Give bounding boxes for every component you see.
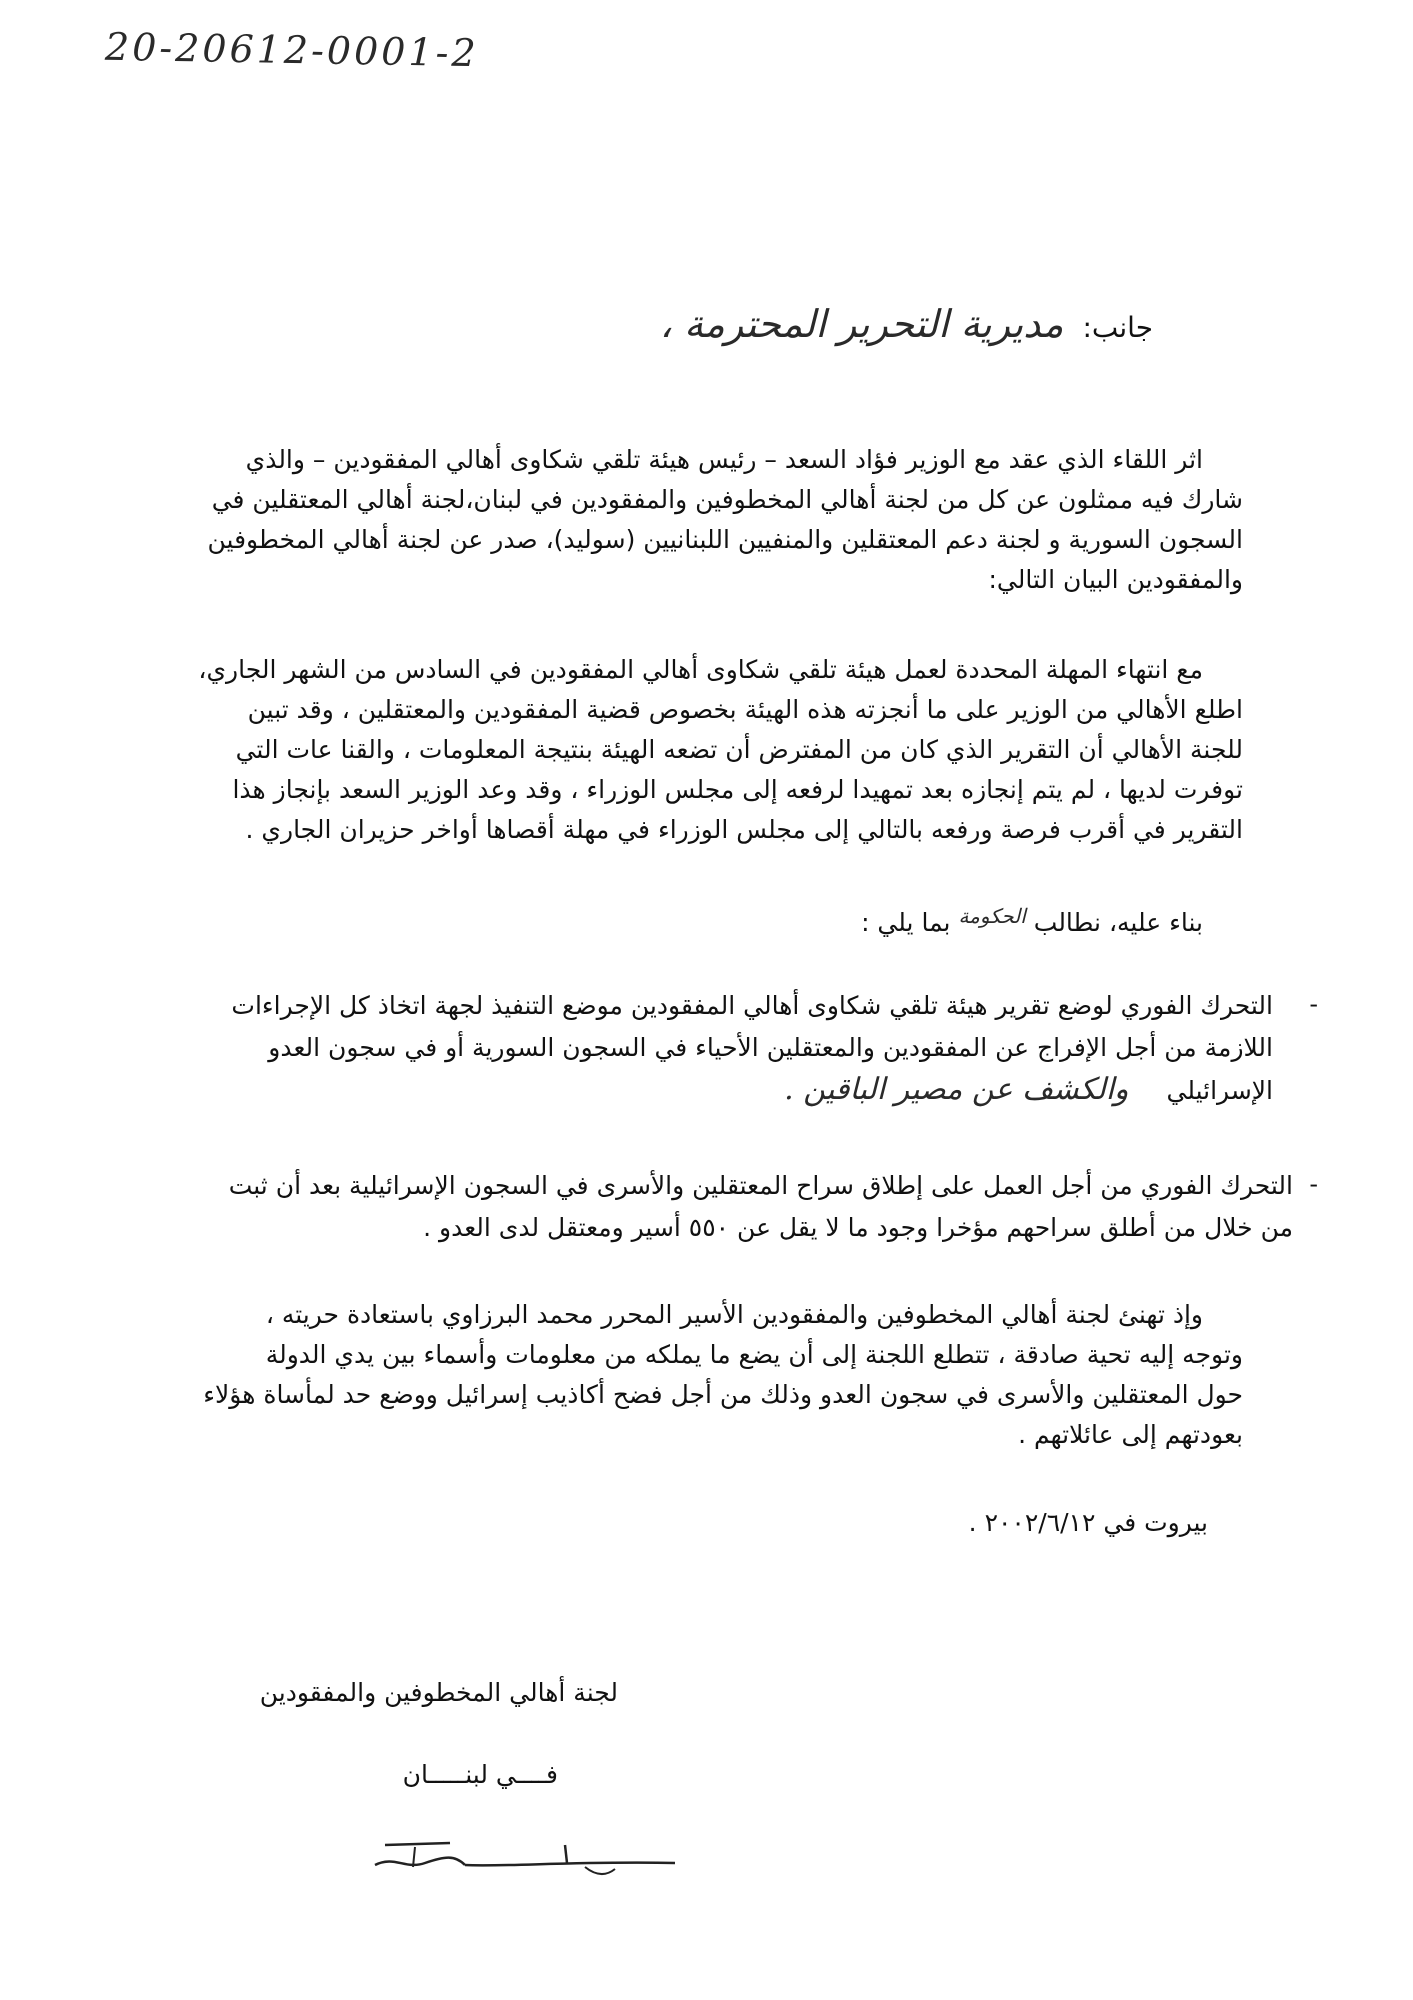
closing-line: بعودتهم إلى عائلاتهم . [1018, 1420, 1243, 1449]
demand-line [143, 1069, 1273, 1112]
demands-intro [303, 904, 1203, 937]
demand-2 [143, 1165, 1293, 1249]
demand-1-handwritten-addition: والكشف عن مصير الباقين . [784, 1072, 1129, 1107]
demand-1-marker: - [1309, 990, 1318, 1018]
demand-line: التحرك الفوري لوضع تقرير هيئة تلقي شكاوى أهالي المفقودين موضع التنفيذ لجهة اتخاذ كل الإجراءات [231, 991, 1273, 1020]
intro-line: السجون السورية و لجنة دعم المعتقلين والمنفيين اللبنانيين (سوليد)، صدر عن لجنة أهالي المخطوفين [207, 525, 1243, 554]
salutation-prefix: جانب: [1082, 311, 1153, 344]
closing-line: وإذ تهنئ لجنة أهالي المخطوفين والمفقودين الأسير المحرر محمد البرزاوي باستعادة حريته ، [265, 1300, 1203, 1329]
body-line: للجنة الأهالي أن التقرير الذي كان من المفترض أن تضعه الهيئة بنتيجة المعلومات ، والقنا عات التي [235, 735, 1243, 764]
intro-line: اثر اللقاء الذي عقد مع الوزير فؤاد السعد – رئيس هيئة تلقي شكاوى أهالي المفقودين – والذي [245, 445, 1203, 474]
demand-line: اللازمة من أجل الإفراج عن المفقودين والمعتقلين الأحياء في السجون السورية أو في سجون العدو [268, 1033, 1273, 1062]
signature-country: فــــي لبنـــــان [402, 1760, 558, 1789]
body-line: اطلع الأهالي من الوزير على ما أنجزته هذه الهيئة بخصوص قضية المفقودين والمعتقلين ، وقد تبين [247, 695, 1243, 724]
intro-paragraph [143, 440, 1243, 600]
intro-line: شارك فيه ممثلون عن كل من لجنة أهالي المخطوفين والمفقودين في لبنان،لجنة أهالي المعتقلين في [211, 485, 1243, 514]
body-line: التقرير في أقرب فرصة ورفعه بالتالي إلى مجلس الوزراء في مهلة أقصاها أواخر حزيران الجاري . [245, 815, 1243, 844]
demands-intro-before: بناء عليه، نطالب [1033, 908, 1203, 937]
closing-paragraph [143, 1295, 1243, 1455]
salutation [253, 302, 1153, 346]
intro-line: والمفقودين البيان التالي: [988, 565, 1243, 594]
demands-intro-handwritten: الحكومة [958, 904, 1026, 928]
body-line: مع انتهاء المهلة المحددة لعمل هيئة تلقي شكاوى أهالي المفقودين في السادس من الشهر الجاري، [198, 655, 1203, 684]
demands-intro-after: بما يلي : [861, 908, 951, 937]
closing-line: وتوجه إليه تحية صادقة ، تتطلع اللجنة إلى أن يضع ما يملكه من معلومات وأسماء بين يدي الدولة [265, 1340, 1243, 1369]
demand-line: التحرك الفوري من أجل العمل على إطلاق سراح المعتقلين والأسرى في السجون الإسرائيلية بعد أن ثبت [228, 1171, 1293, 1200]
closing-line: حول المعتقلين والأسرى في سجون العدو وذلك من أجل فضح أكاذيب إسرائيل ووضع حد لمأساة هؤلاء [203, 1380, 1243, 1409]
demand-line-text: الإسرائيلي [1166, 1076, 1273, 1105]
body-paragraph [143, 650, 1243, 850]
demand-1 [143, 985, 1273, 1112]
signature-org: لجنة أهالي المخطوفين والمفقودين [259, 1678, 618, 1707]
demand-2-marker: - [1309, 1170, 1318, 1198]
demand-line: من خلال من أطلق سراحهم مؤخرا وجود ما لا يقل عن ٥٥٠ أسير ومعتقل لدى العدو . [423, 1213, 1293, 1242]
date-line: بيروت في ٢٠٠٢/٦/١٢ . [968, 1508, 1208, 1537]
reference-number: 20-20612-0001-2 [104, 24, 479, 76]
addressee-handwritten: مديرية التحرير المحترمة ، [659, 302, 1064, 346]
body-line: توفرت لديها ، لم يتم إنجازه بعد تمهيدا لرفعه إلى مجلس الوزراء ، وقد وعد الوزير السعد بإنجاز هذا [232, 775, 1243, 804]
handwritten-signature [355, 1825, 695, 1895]
